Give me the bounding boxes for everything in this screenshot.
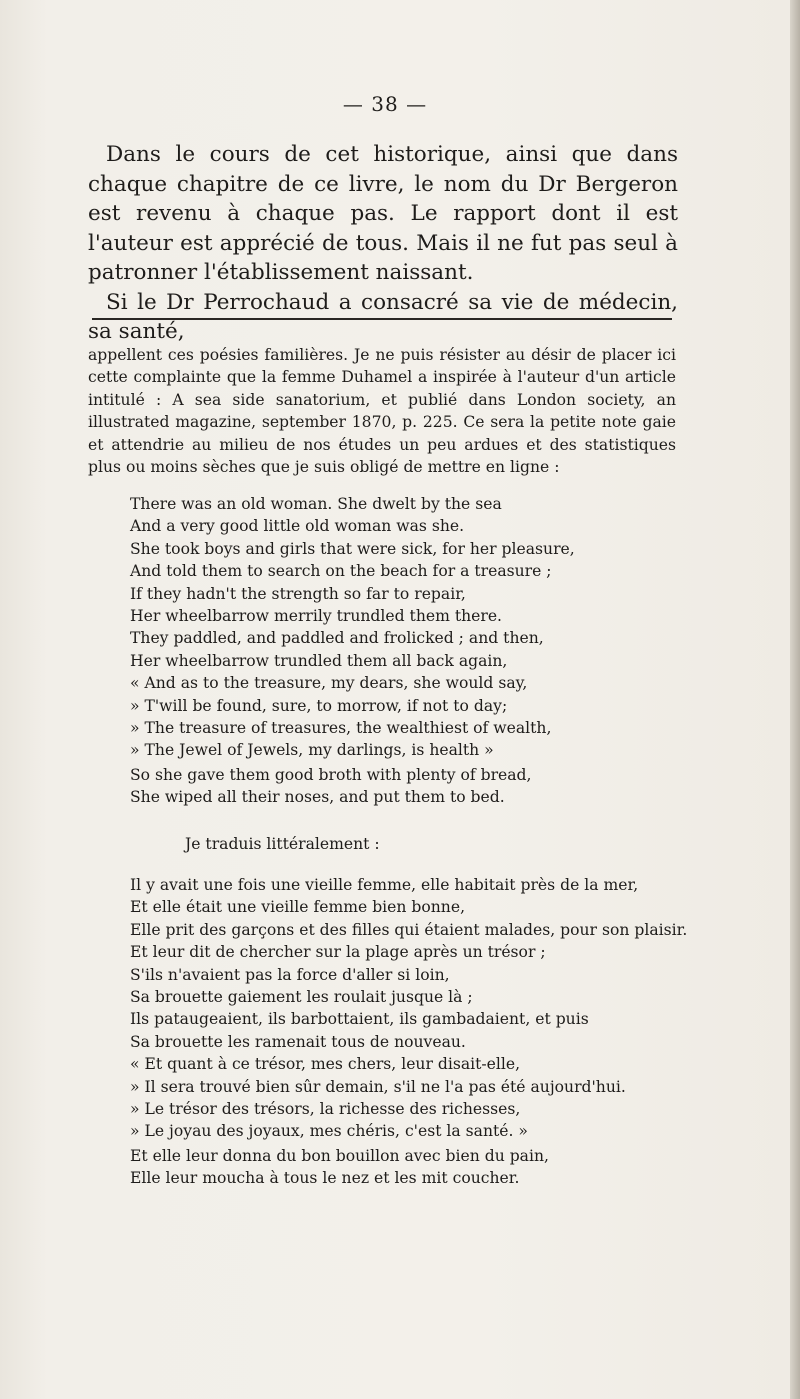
poem-english	[130, 493, 690, 762]
poem-line: Il y avait une fois une vieille femme, elle habitait près de la mer,	[130, 876, 639, 894]
translation-intro: Je traduis littéralement :	[185, 835, 380, 853]
poem-line: Elle leur moucha à tous le nez et les mit coucher.	[130, 1169, 520, 1188]
poem-line: » T'will be found, sure, to morrow, if not to day;	[130, 696, 508, 715]
poem-line: If they hadn't the strength so far to repair,	[130, 584, 466, 603]
poem-line: She wiped all their noses, and put them to bed.	[130, 788, 505, 807]
main-paragraph-2: Si le Dr Perrochaud a consacré sa vie de médecin, sa santé,	[88, 289, 678, 344]
poem-french-ending	[130, 1145, 690, 1190]
main-paragraph-1: Dans le cours de cet historique, ainsi que dans chaque chapitre de ce livre, le nom du Dr Bergeron est revenu à chaque pas. Le rapport dont il est l'auteur est apprécié de tous. Mais il ne fut pas seul à patronner l'établissement naissant.	[88, 142, 678, 285]
poem-line: Sa brouette gaiement les roulait jusque là ;	[130, 988, 473, 1007]
poem-line: Et elle leur donna du bon bouillon avec bien du pain,	[130, 1147, 549, 1165]
poem-line: They paddled, and paddled and frolicked ; and then,	[130, 629, 544, 648]
poem-line: « And as to the treasure, my dears, she would say,	[130, 674, 528, 693]
poem-line: And a very good little old woman was she.	[130, 517, 465, 536]
footnote-rule	[92, 318, 672, 320]
poem-line: There was an old woman. She dwelt by the sea	[130, 495, 502, 513]
poem-line: » The Jewel of Jewels, my darlings, is health »	[130, 741, 494, 760]
poem-line: Sa brouette les ramenait tous de nouveau.	[130, 1032, 466, 1051]
poem-line: » Le joyau des joyaux, mes chéris, c'est la santé. »	[130, 1122, 528, 1141]
poem-line: Elle prit des garçons et des filles qui étaient malades, pour son plaisir.	[130, 920, 688, 939]
poem-line: S'ils n'avaient pas la force d'aller si loin,	[130, 965, 450, 984]
poem-line: She took boys and girls that were sick, for her pleasure,	[130, 539, 575, 558]
footnote-text	[88, 344, 676, 478]
poem-line: » Le trésor des trésors, la richesse des richesses,	[130, 1100, 521, 1119]
poem-line: So she gave them good broth with plenty of bread,	[130, 766, 532, 784]
poem-line: Et leur dit de chercher sur la plage après un trésor ;	[130, 943, 546, 962]
poem-line: » Il sera trouvé bien sûr demain, s'il ne l'a pas été aujourd'hui.	[130, 1077, 626, 1096]
poem-line: Her wheelbarrow merrily trundled them there.	[130, 607, 503, 626]
poem-line: » The treasure of treasures, the wealthiest of wealth,	[130, 719, 552, 738]
poem-french	[130, 874, 690, 1143]
poem-line: « Et quant à ce trésor, mes chers, leur disait-elle,	[130, 1055, 521, 1074]
poem-english-ending	[130, 764, 690, 809]
main-text	[88, 140, 678, 347]
page-edge	[790, 0, 800, 1399]
poem-line: And told them to search on the beach for a treasure ;	[130, 562, 552, 581]
poem-line: Et elle était une vieille femme bien bonne,	[130, 898, 466, 917]
page-number: — 38 —	[342, 92, 428, 116]
poem-line: Ils pataugeaient, ils barbottaient, ils gambadaient, et puis	[130, 1010, 589, 1029]
footnote-paragraph: appellent ces poésies familières. Je ne puis résister au désir de placer ici cette complainte que la femme Duhamel a inspirée à l'auteur d'un article intitulé : A sea side sanatorium, et publié dans London society, an illustrated magazine, september 1870, p. 225. Ce sera la petite note gaie et attendrie au milieu de nos études un peu ardues et des statistiques plus ou moins sèches que je suis obligé de mettre en ligne :	[88, 346, 676, 477]
poem-line: Her wheelbarrow trundled them all back again,	[130, 651, 508, 670]
